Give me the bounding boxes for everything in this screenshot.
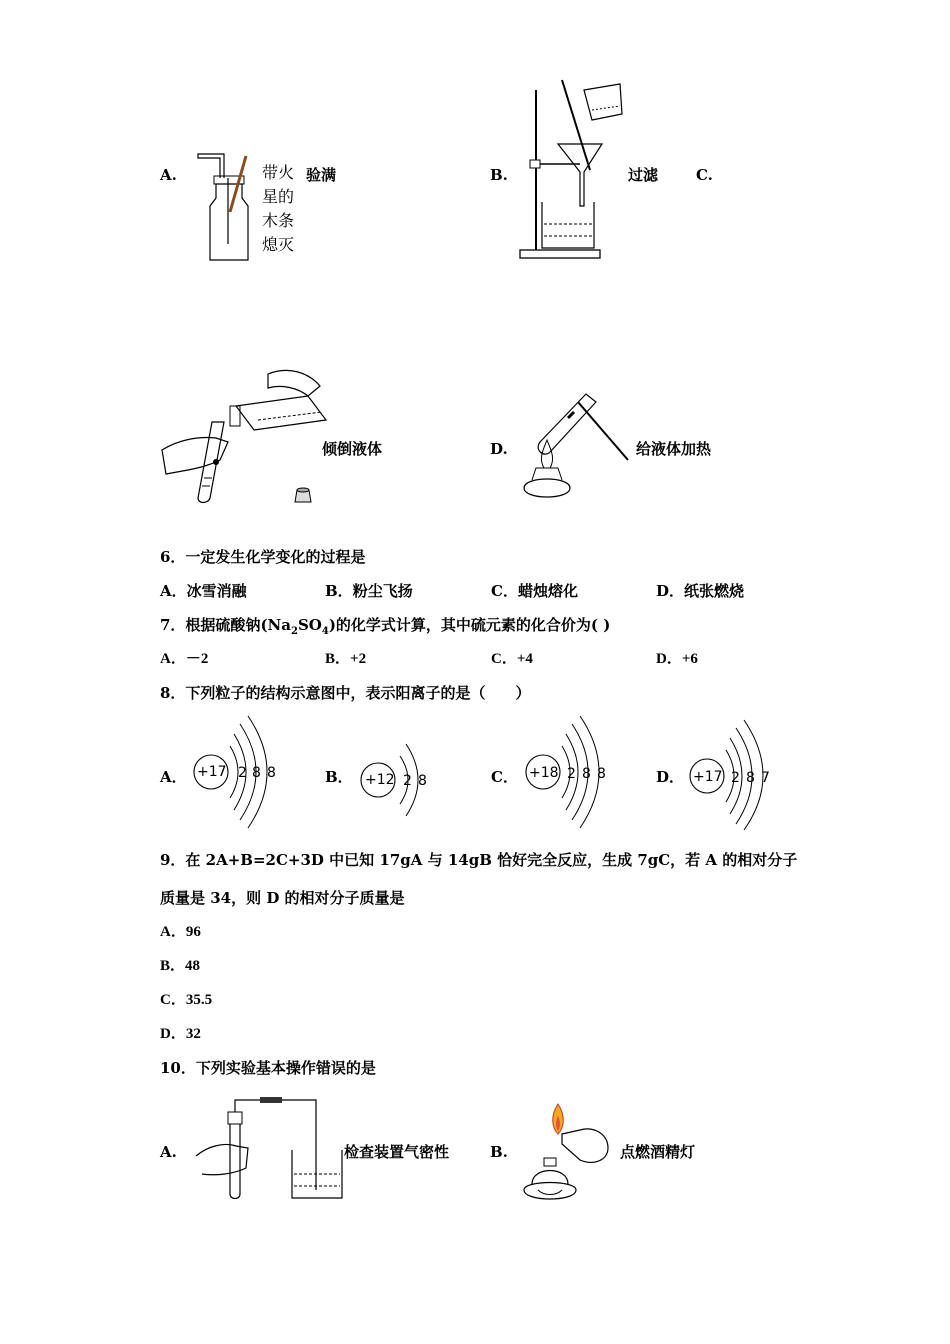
airtightness-check-figure bbox=[194, 1094, 349, 1204]
q8-option-a-shell-1: 2 bbox=[238, 765, 247, 781]
filtration-figure bbox=[518, 78, 628, 262]
q8-option-c-letter: C． bbox=[491, 768, 518, 786]
q6-stem: 6．一定发生化学变化的过程是 bbox=[160, 548, 366, 566]
q8-option-a-shell-2: 8 bbox=[252, 765, 261, 781]
q10-b-caption: 点燃酒精灯 bbox=[620, 1143, 696, 1161]
lighting-alcohol-lamp-figure bbox=[518, 1100, 618, 1204]
q8-option-a-letter: A． bbox=[160, 768, 187, 786]
q7-stem: 7．根据硫酸钠$(Na_2SO_4)$的化学式计算，其中硫元素的化合价为( ) bbox=[160, 616, 611, 637]
q8-option-d-nucleus: +17 bbox=[693, 769, 723, 785]
q10-a-letter: A. bbox=[160, 1143, 177, 1161]
q8-option-c-shell-3: 8 bbox=[597, 766, 606, 782]
q6-option-a: A．冰雪消融 bbox=[160, 582, 247, 600]
q9-stem-line-1: 9．在 2A+B=2C+3D 中已知 17gA 与 14gB 恰好完全反应，生成 7gC，若 A 的相对分子 bbox=[160, 851, 798, 869]
q8-option-a-nucleus: +17 bbox=[197, 764, 227, 780]
q5-d-letter: D. bbox=[490, 440, 508, 458]
bottle-stopper-icon bbox=[292, 484, 314, 504]
q9-option-d: D．32 bbox=[160, 1026, 201, 1042]
q8-option-b-nucleus: +12 bbox=[365, 772, 395, 788]
q5-c-letter: C. bbox=[696, 166, 713, 184]
q8-option-b-letter: B． bbox=[325, 768, 353, 786]
q10-stem: 10．下列实验基本操作错误的是 bbox=[160, 1059, 376, 1077]
q10-b-letter: B. bbox=[490, 1143, 508, 1161]
q9-stem-line-2: 质量是 34，则 D 的相对分子质量是 bbox=[160, 889, 405, 907]
q9-option-c: C．35.5 bbox=[160, 992, 213, 1008]
q6-option-c: C．蜡烛熔化 bbox=[491, 582, 578, 600]
q10-a-caption: 检查装置气密性 bbox=[344, 1143, 450, 1161]
q7-option-d: D．+6 bbox=[656, 651, 698, 667]
q5-b-caption: 过滤 bbox=[628, 166, 659, 184]
q5-a-note-4: 熄灭 bbox=[262, 235, 295, 254]
q9-option-b: B．48 bbox=[160, 958, 201, 974]
q6-option-d: D．纸张燃烧 bbox=[656, 582, 745, 600]
q8-option-b-shell-2: 8 bbox=[418, 773, 427, 789]
q8-option-d-shell-1: 2 bbox=[731, 770, 740, 786]
q8-option-c-nucleus: +18 bbox=[529, 765, 559, 781]
q5-a-note-1: 带火 bbox=[262, 163, 295, 182]
q5-b-letter: B. bbox=[490, 166, 508, 184]
q8-option-c-shell-1: 2 bbox=[567, 766, 576, 782]
q8-stem: 8．下列粒子的结构示意图中，表示阳离子的是（ ） bbox=[160, 684, 531, 702]
q6-option-b: B．粉尘飞扬 bbox=[325, 582, 413, 600]
gas-bottle-figure bbox=[190, 148, 265, 263]
q5-a-caption: 验满 bbox=[306, 166, 337, 184]
q8-option-b-shell-1: 2 bbox=[403, 773, 412, 789]
heating-liquid-figure bbox=[514, 388, 638, 504]
q8-option-d-letter: D． bbox=[656, 768, 685, 786]
q8-option-a-shell-3: 8 bbox=[267, 765, 276, 781]
q8-option-d-shell-2: 8 bbox=[746, 770, 755, 786]
q5-a-note-2: 星的 bbox=[262, 187, 295, 206]
q8-option-d-shell-3: 7 bbox=[761, 770, 770, 786]
q8-option-c-shell-2: 8 bbox=[582, 766, 591, 782]
q7-option-a: A．－2 bbox=[160, 651, 209, 667]
q5-a-note-3: 木条 bbox=[262, 211, 295, 230]
q7-option-c: C．+4 bbox=[491, 651, 533, 667]
q5-d-caption: 给液体加热 bbox=[636, 440, 712, 458]
q7-option-b: B．+2 bbox=[325, 651, 367, 667]
q5-a-letter: A. bbox=[160, 166, 177, 184]
q9-option-a: A．96 bbox=[160, 924, 201, 940]
q5-c-caption: 倾倒液体 bbox=[322, 440, 383, 458]
